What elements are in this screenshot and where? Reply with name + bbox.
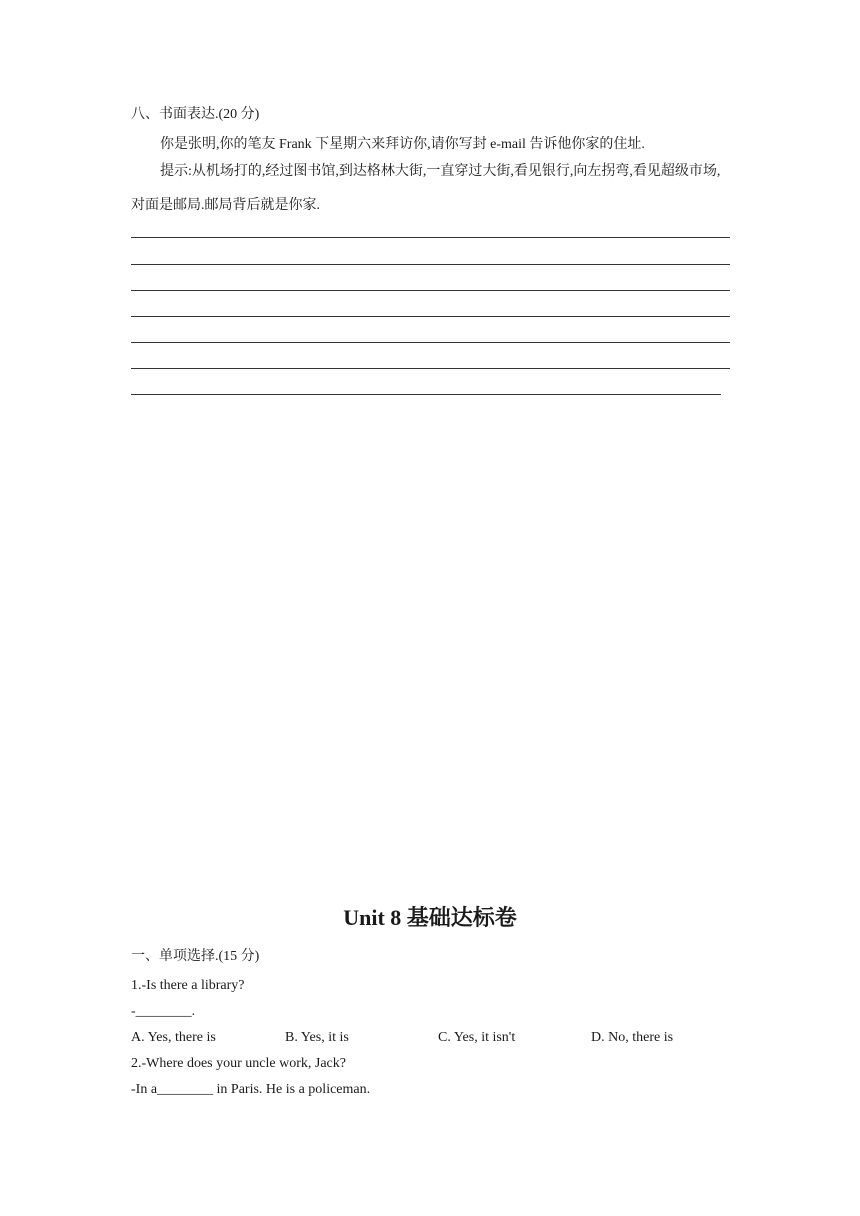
writing-line-4 bbox=[131, 316, 730, 317]
option-a: A. Yes, there is bbox=[131, 1030, 216, 1045]
writing-hint: 提示:从机场打的,经过图书馆,到达格林大街,一直穿过大街,看见银行,向左拐弯,看见超级市场,对面是邮局.邮局背后就是你家. bbox=[131, 164, 721, 213]
writing-line-6 bbox=[131, 368, 730, 369]
writing-line-1 bbox=[131, 237, 730, 238]
writing-line-2 bbox=[131, 264, 730, 265]
unit-title: Unit 8 基础达标卷 bbox=[343, 905, 517, 930]
option-c: C. Yes, it isn't bbox=[438, 1030, 516, 1045]
section-1-heading: 一、单项选择.(15 分) bbox=[131, 949, 260, 964]
writing-line-5 bbox=[131, 342, 730, 343]
question-1-answer-blank: -________. bbox=[131, 1004, 196, 1019]
question-1: 1.-Is there a library? bbox=[131, 978, 245, 993]
writing-line-3 bbox=[131, 290, 730, 291]
option-d: D. No, there is bbox=[591, 1030, 674, 1045]
question-2-answer: -In a________ in Paris. He is a policeman. bbox=[131, 1082, 371, 1097]
question-2: 2.-Where does your uncle work, Jack? bbox=[131, 1056, 346, 1071]
writing-line-7 bbox=[131, 394, 721, 395]
writing-prompt: 你是张明,你的笔友 Frank 下星期六来拜访你,请你写封 e-mail 告诉他你家的住址. bbox=[160, 137, 645, 152]
section-8-heading: 八、书面表达.(20 分) bbox=[131, 107, 260, 122]
option-b: B. Yes, it is bbox=[285, 1030, 349, 1045]
